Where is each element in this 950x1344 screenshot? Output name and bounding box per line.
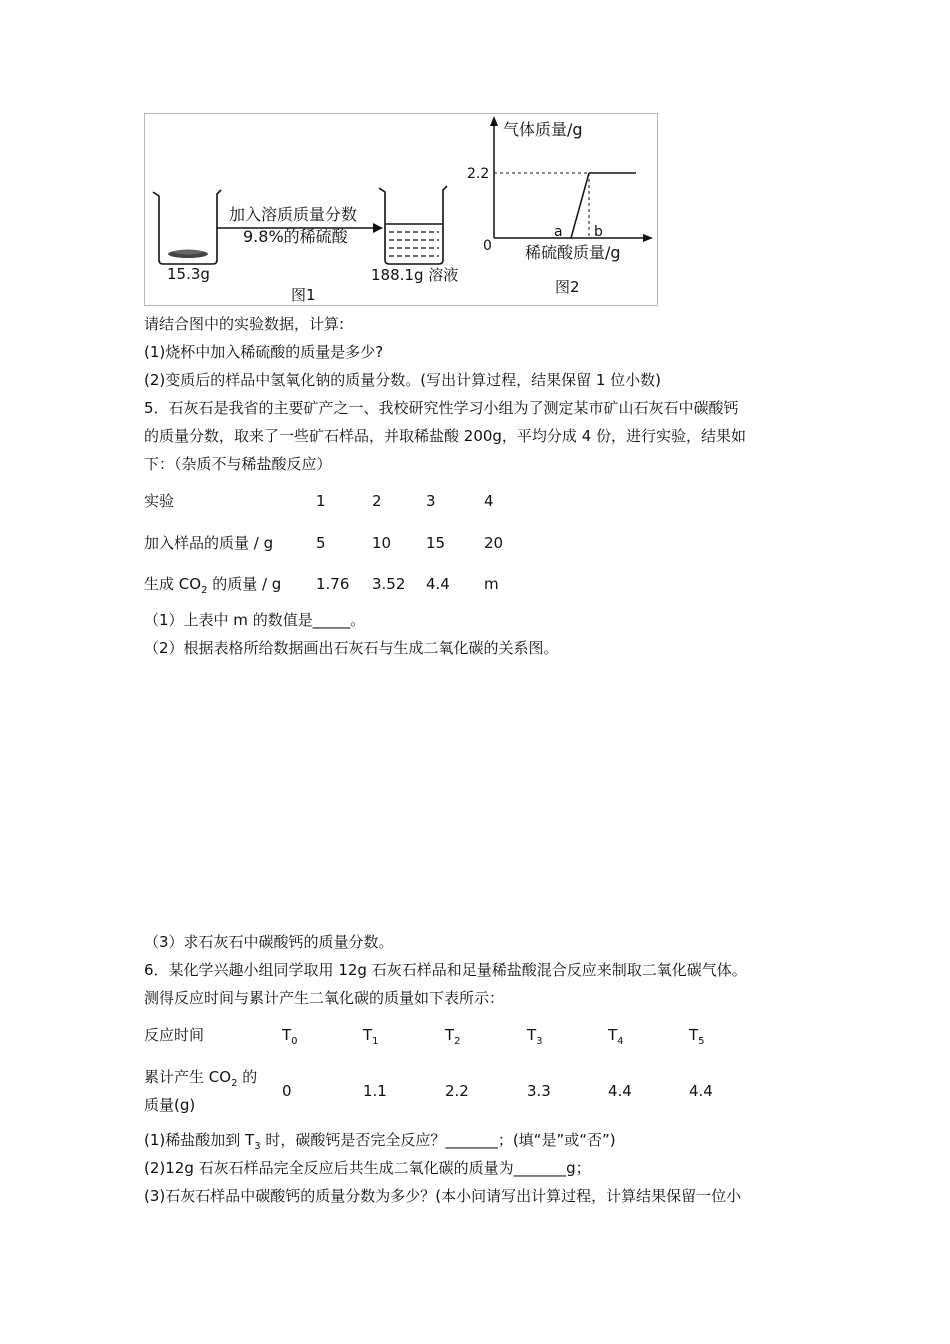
q4-intro: 请结合图中的实验数据，计算: xyxy=(144,315,345,333)
fig2-label: 图2 xyxy=(555,278,580,296)
gas-mass-chart xyxy=(467,116,653,262)
q5-row1-label: 实验 xyxy=(144,492,175,510)
y-axis-arrow xyxy=(490,116,498,126)
q6-line1: 6．某化学兴趣小组同学取用 12g 石灰石样品和足量稀盐酸混合反应来制取二氧化碳气体。 xyxy=(144,961,747,979)
q4-part1: (1)烧杯中加入稀硫酸的质量是多少? xyxy=(144,343,384,361)
q6-sub2: (2)12g 石灰石样品完全反应后共生成二氧化碳的质量为_______g； xyxy=(144,1159,591,1177)
experiment-figure xyxy=(144,113,658,306)
q5-row2-cell: 20 xyxy=(484,534,504,552)
arrow-text-line1: 加入溶质质量分数 xyxy=(229,205,358,224)
x-axis-arrow xyxy=(643,234,653,242)
q5-row1-cell: 4 xyxy=(484,492,494,510)
beaker1-mass-label: 15.3g xyxy=(167,265,210,283)
point-a-label: a xyxy=(554,224,563,240)
q5-sub2: （2）根据表格所给数据画出石灰石与生成二氧化碳的关系图。 xyxy=(144,639,559,657)
q6-time-cell: $T_2$ xyxy=(445,1026,461,1047)
point-b-label: b xyxy=(594,224,603,240)
q6-row2-cell: 3.3 xyxy=(527,1082,551,1100)
q5-row3-cell: 4.4 xyxy=(426,575,450,593)
q4-part2: (2)变质后的样品中氢氧化钠的质量分数。(写出计算过程，结果保留 1 位小数) xyxy=(144,371,662,389)
q5-row3-label: 生成 $CO_2$ 的质量 / g xyxy=(144,575,282,596)
q5-sub3: （3）求石灰石中碳酸钙的质量分数。 xyxy=(144,933,394,951)
q5-row2-label: 加入样品的质量 / g xyxy=(144,534,274,552)
y-tick-2-2: 2.2 xyxy=(467,166,490,182)
q6-row2-cell: 1.1 xyxy=(363,1082,387,1100)
y-axis-label: 气体质量/g xyxy=(503,120,583,139)
q6-line2: 测得反应时间与累计产生二氧化碳的质量如下表所示： xyxy=(144,989,505,1007)
q6-time-cell: $T_1$ xyxy=(363,1026,379,1047)
q5-line2: 的质量分数，取来了一些矿石样品，并取稀盐酸 200g，平均分成 4 份，进行实验，结果如 xyxy=(144,427,747,445)
arrow-text-line2: 9.8%的稀硫酸 xyxy=(243,227,348,246)
q5-row2-cell: 5 xyxy=(316,534,326,552)
q6-row2-cell: 0 xyxy=(282,1082,292,1100)
q5-row3-cell: 1.76 xyxy=(316,575,350,593)
q6-row2-cell: 4.4 xyxy=(608,1082,632,1100)
q6-time-cell: $T_4$ xyxy=(608,1026,624,1047)
beaker-2 xyxy=(379,186,447,264)
q5-row1-cell: 2 xyxy=(372,492,382,510)
q6-row2-label-line2: 质量(g) xyxy=(144,1096,196,1114)
q5-line1: 5．石灰石是我省的主要矿产之一、我校研究性学习小组为了测定某市矿山石灰石中碳酸钙 xyxy=(144,399,739,417)
q6-row1-label: 反应时间 xyxy=(144,1026,205,1044)
q5-row2-cell: 10 xyxy=(372,534,392,552)
q5-row1-cell: 1 xyxy=(316,492,326,510)
q6-time-cell: $T_5$ xyxy=(689,1026,705,1047)
q5-sub1: （1）上表中 m 的数值是_____。 xyxy=(144,611,366,629)
q6-sub3: (3)石灰石样品中碳酸钙的质量分数为多少？(本小问请写出计算过程，计算结果保留一位小 xyxy=(144,1187,742,1205)
q5-row1-cell: 3 xyxy=(426,492,436,510)
q6-sub1: (1)稀盐酸加到 $T_3$ 时，碳酸钙是否完全反应？_______；(填“是”或“否”) xyxy=(144,1131,616,1152)
q5-line3: 下：（杂质不与稀盐酸反应） xyxy=(144,455,332,473)
beaker2-label: 188.1g 溶液 xyxy=(371,266,459,284)
q6-time-cell: $T_3$ xyxy=(527,1026,543,1047)
fig1-label: 图1 xyxy=(291,286,316,304)
q6-row2-label: 累计产生 $CO_2$ 的 xyxy=(144,1068,258,1089)
x-axis-label: 稀硫酸质量/g xyxy=(525,243,621,262)
q6-row2-cell: 4.4 xyxy=(689,1082,713,1100)
q5-row3-cell: m xyxy=(484,575,499,593)
q6-row2-cell: 2.2 xyxy=(445,1082,469,1100)
origin-label: 0 xyxy=(483,238,492,254)
beaker-1 xyxy=(153,190,221,264)
figure-svg xyxy=(145,114,657,305)
q6-time-cell: $T_0$ xyxy=(282,1026,298,1047)
arrow-head xyxy=(373,223,383,233)
series-rising-segment xyxy=(571,173,589,238)
q5-row2-cell: 15 xyxy=(426,534,446,552)
q5-row3-cell: 3.52 xyxy=(372,575,406,593)
